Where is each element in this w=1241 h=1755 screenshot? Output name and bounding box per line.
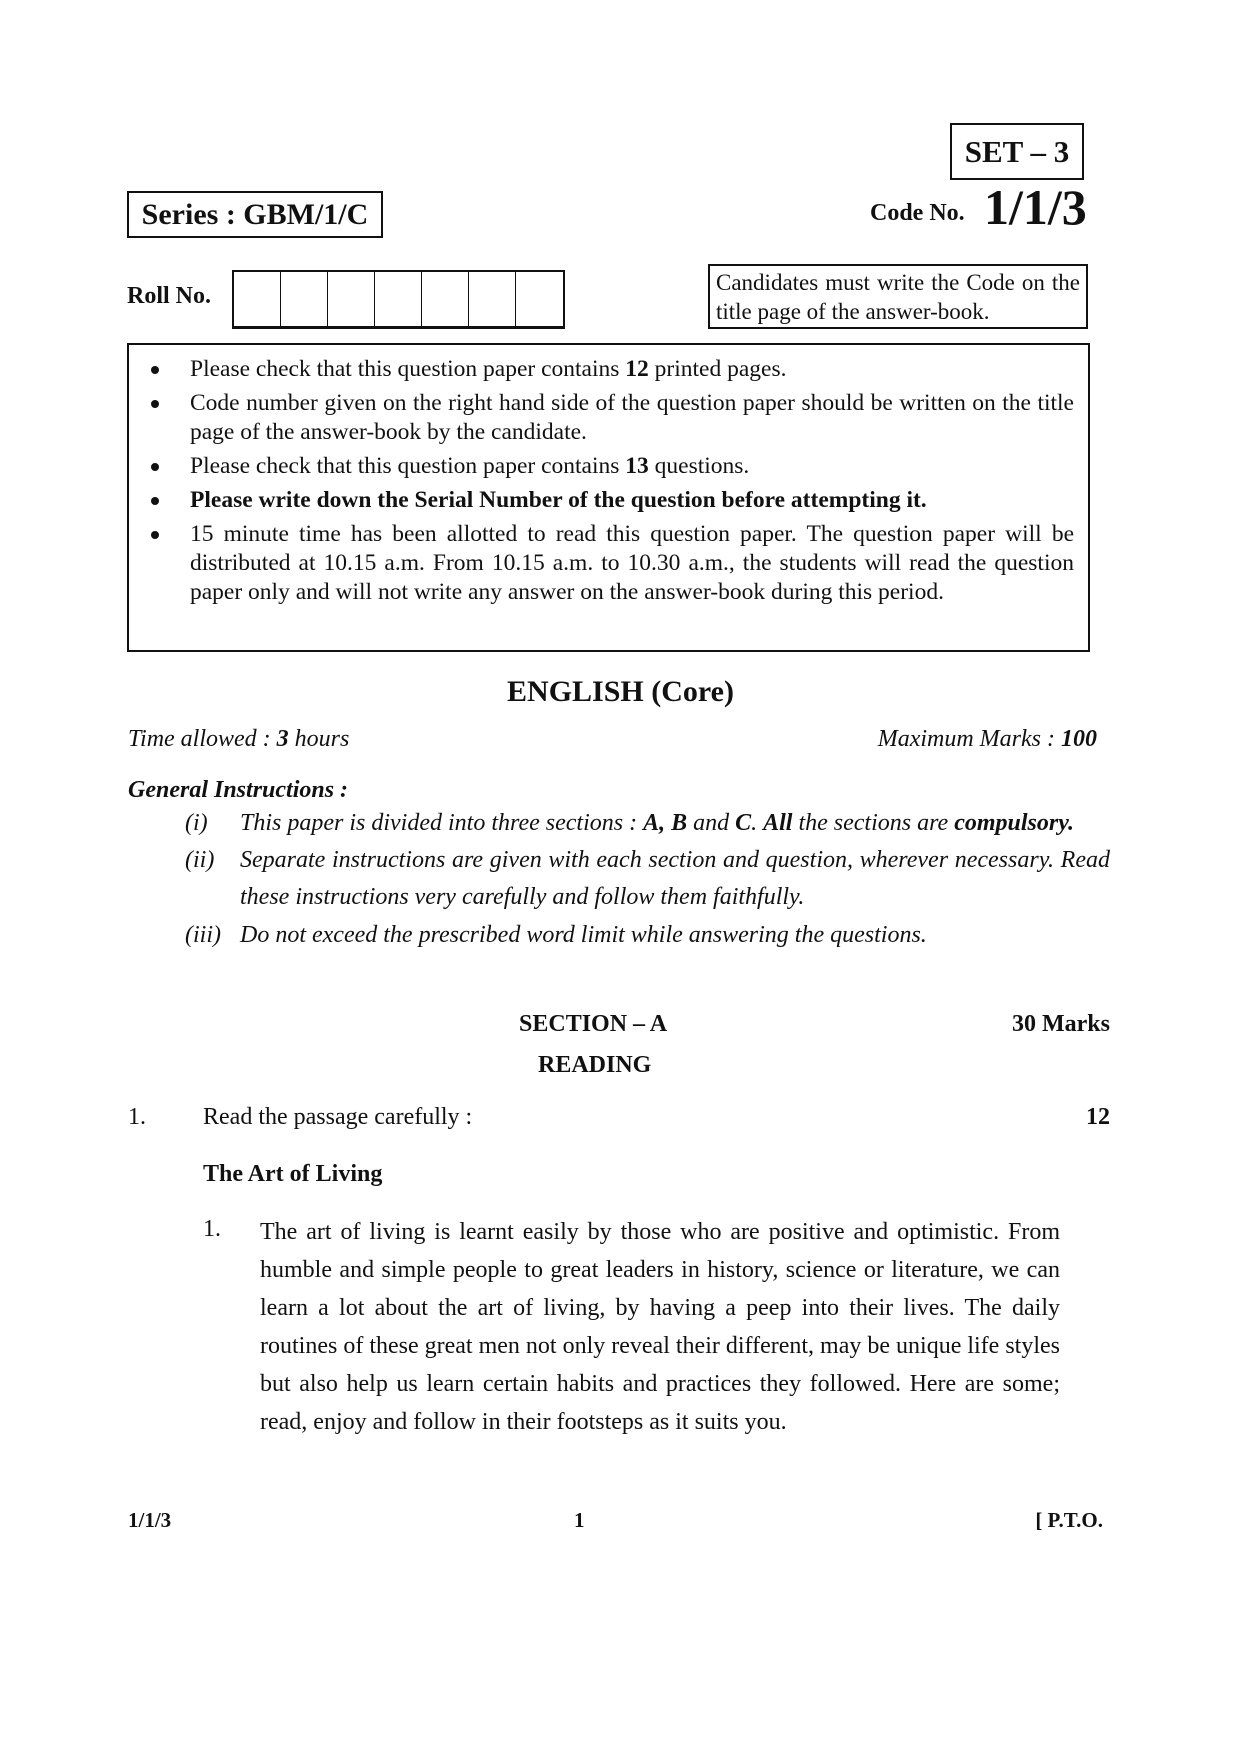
series-box xyxy=(127,191,383,238)
instruction-item: Please write down the Serial Number of the question before attempting it. xyxy=(129,486,1074,515)
code-number-value: 1/1/3 xyxy=(984,179,1087,235)
roll-number-cell[interactable] xyxy=(422,272,469,326)
bullet-icon xyxy=(151,400,159,408)
maximum-marks: Maximum Marks : 100 xyxy=(877,726,1097,752)
roll-number-label: Roll No. xyxy=(127,283,211,309)
instruction-item: Please check that this question paper contains 13 questions. xyxy=(129,452,1074,481)
series-label: Series : GBM/1/C xyxy=(141,197,369,231)
roll-number-cell[interactable] xyxy=(328,272,375,326)
paragraph-number: 1. xyxy=(203,1216,221,1242)
roll-number-cell[interactable] xyxy=(234,272,281,326)
set-label: SET – 3 xyxy=(964,133,1070,169)
subject-title: ENGLISH (Core) xyxy=(507,675,734,708)
bullet-icon xyxy=(151,366,159,374)
bullet-icon xyxy=(151,531,159,539)
general-instruction-item: (iii) Do not exceed the prescribed word limit while answering the questions. xyxy=(185,922,927,948)
section-subtitle: READING xyxy=(538,1052,652,1078)
paper-instructions-box xyxy=(127,343,1090,652)
candidate-code-note xyxy=(708,264,1088,329)
set-number-box xyxy=(950,123,1084,180)
general-instruction-item: (ii) Separate instructions are given with each section and question, wherever necessary. Read these instructions very carefully and follow them faithfully. xyxy=(185,847,1110,910)
roll-number-cell[interactable] xyxy=(516,272,563,326)
paper-instructions-list xyxy=(129,345,1088,607)
footer-pto: [ P.T.O. xyxy=(1035,1508,1103,1532)
instruction-item: Please check that this question paper contains 12 printed pages. xyxy=(129,355,1074,384)
general-instructions-heading: General Instructions : xyxy=(128,777,349,803)
section-marks: 30 Marks xyxy=(1012,1011,1110,1037)
passage-title: The Art of Living xyxy=(203,1161,383,1187)
roll-number-cell[interactable] xyxy=(469,272,516,326)
question-text: Read the passage carefully : xyxy=(203,1104,473,1130)
time-allowed: Time allowed : 3 hours xyxy=(128,726,350,752)
code-number-label: Code No. xyxy=(870,200,965,226)
footer-page-number: 1 xyxy=(574,1508,585,1532)
section-title: SECTION – A xyxy=(519,1011,668,1037)
roll-number-cell[interactable] xyxy=(281,272,328,326)
bullet-icon xyxy=(151,463,159,471)
roll-number-boxes[interactable] xyxy=(232,270,565,329)
candidate-note-text: Candidates must write the Code on the title page of the answer-book. xyxy=(716,270,1080,324)
question-marks: 12 xyxy=(1086,1104,1110,1130)
bullet-icon xyxy=(151,497,159,505)
instruction-item: 15 minute time has been allotted to read this question paper. The question paper will be distributed at 10.15 a.m. From 10.15 a.m. to 10.30 a.m., the students will read the question paper only and will not write any answer on the answer-book during this period. xyxy=(129,520,1074,607)
question-number: 1. xyxy=(128,1104,146,1130)
instruction-item: Code number given on the right hand side of the question paper should be written on the title page of the answer-book by the candidate. xyxy=(129,389,1074,447)
general-instruction-item: (i) This paper is divided into three sections : A, B and C. All the sections are compulsory. xyxy=(185,810,1074,836)
footer-code: 1/1/3 xyxy=(128,1508,172,1532)
roll-number-cell[interactable] xyxy=(375,272,422,326)
passage-paragraph: The art of living is learnt easily by those who are positive and optimistic. From humble and simple people to great leaders in history, science or literature, we can learn a lot about the art of living, by having a peep into their lives. The daily routines of these great men not only reveal their different, may be unique life styles but also help us learn certain habits and practices they followed. Here are some; read, enjoy and follow in their footsteps as it suits you. xyxy=(260,1219,1060,1435)
